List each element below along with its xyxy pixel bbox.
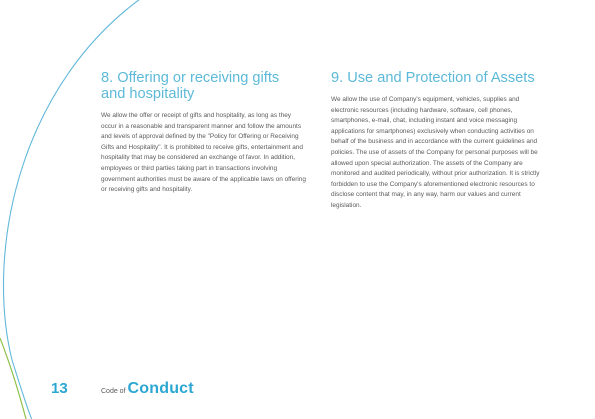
brand-small-text: Code of [101,388,126,395]
section-heading: 8. Offering or receiving gifts and hospitality [101,70,280,102]
section-body: We allow the use of Company's equipment, vehicles, supplies and electronic resources (including hardware, software, cell phones, smartphones, e-mail, chat, including instant and voice messaging applications for smartphones) exclusively when conducting activities on behalf of the business and in accordance with the current guidelines and policies. The use of assets of the Company for personal purposes will be allowed upon special authorization. The assets of the Company are monitored and audited periodically, without prior authorization. It is strictly forbidden to use the Company's aforementioned electronic resources to disclose content that may, in any way, harm our values and current legislation. [331,96,540,209]
footer-brand [101,380,194,401]
blue-arc [3,0,150,419]
page-number: 13 [51,380,68,397]
section-heading: 9. Use and Protection of Assets [331,70,535,86]
green-arc [0,338,26,419]
section-body: We allow the offer or receipt of gifts and hospitality, as long as they occur in a reasonable and transparent manner and follow the amounts and levels of approval defined by the "Policy for Offering or Receiving Gifts and Hospitality". It is prohibited to receive gifts, entertainment and hospitality that may be considered an exchange of favor. In addition, employees or third parties taking part in transactions involving government authorities must be aware of the applicable laws on offering or receiving gifts and hospitality. [101,112,306,194]
brand-big-text: Conduct [127,380,194,397]
section-gifts-hospitality [101,70,307,196]
section-assets [331,70,541,212]
